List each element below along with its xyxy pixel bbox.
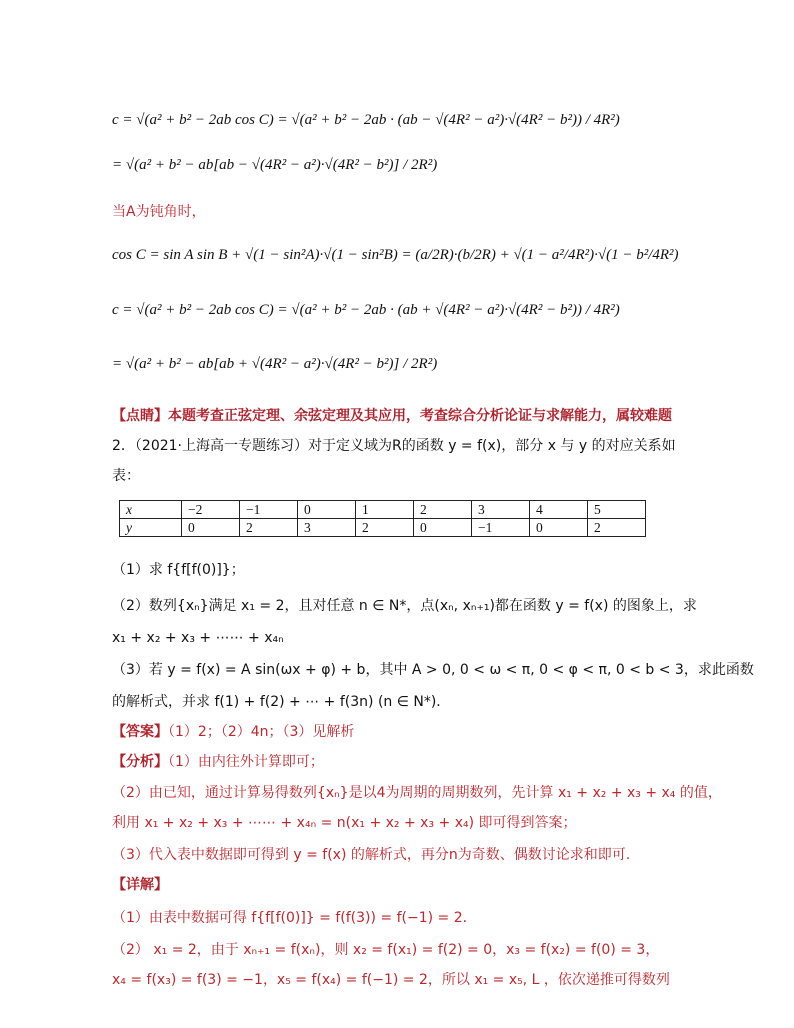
row-label-y: y: [120, 519, 182, 537]
analysis-p2-line-1: （2）由已知，通过计算易得数列{xₙ}是以4为周期的周期数列，先计算 x₁ + x₂ + x₃ + x₄ 的值，: [112, 785, 722, 801]
formula-c-obtuse-1: c = √(a² + b² − 2ab cos C) = √(a² + b² − 2ab · (ab + √(4R² − a²)·√(4R² − b²)) / 4R²): [112, 302, 620, 318]
analysis-p1: （1）由内往外计算即可；: [168, 754, 324, 770]
table-cell: 2: [356, 519, 414, 537]
comment-line: [112, 406, 672, 426]
question-1: （1）求 f{f[f(0)]}；: [112, 562, 245, 578]
analysis-p3: （3）代入表中数据即可得到 y = f(x) 的解析式，再分n为奇数、偶数讨论求和即可.: [112, 847, 631, 863]
problem-number: 2．: [112, 438, 135, 454]
formula-c-acute-2: = √(a² + b² − ab[ab − √(4R² − a²)·√(4R² − b²)] / 2R²): [112, 157, 438, 173]
detail-d2-line-2: x₄ = f(x₃) = f(3) = −1，x₅ = f(x₄) = f(−1) = 2，所以 x₁ = x₅, L ，依次递推可得数列: [112, 972, 670, 988]
table-cell: 2: [240, 519, 298, 537]
answer-text: （1）2；（2）4n；（3）见解析: [168, 724, 355, 740]
table-cell: 0: [530, 519, 588, 537]
question-2-line-2: x₁ + x₂ + x₃ + ⋯⋯ + x₄ₙ: [112, 630, 284, 646]
answer-line: [112, 722, 354, 742]
table-cell: 2: [414, 501, 472, 519]
table-cell: −1: [240, 501, 298, 519]
question-2-line-1: （2）数列{xₙ}满足 x₁ = 2，且对任意 n ∈ N*，点(xₙ, xₙ₊₁)都在函数 y = f(x) 的图象上，求: [112, 598, 697, 614]
table-cell: 5: [588, 501, 646, 519]
question-3-line-1: （3）若 y = f(x) = A sin(ωx + φ) + b，其中 A > 0, 0 < ω < π, 0 < φ < π, 0 < b < 3，求此函数: [112, 662, 754, 678]
formula-c-obtuse-2: = √(a² + b² − ab[ab + √(4R² − a²)·√(4R² − b²)] / 2R²): [112, 356, 438, 372]
xy-table: [119, 500, 646, 537]
table-cell: 3: [472, 501, 530, 519]
detail-d2-line-1: （2） x₁ = 2，由于 xₙ₊₁ = f(xₙ)，则 x₂ = f(x₁) = f(2) = 0，x₃ = f(x₂) = f(0) = 3，: [112, 942, 660, 958]
answer-label: 【答案】: [112, 724, 168, 740]
analysis-label: 【分析】: [112, 754, 168, 770]
problem-stem-1: 对于定义域为R的函数 y = f(x)，部分 x 与 y 的对应关系如: [308, 438, 676, 454]
formula-cos-obtuse: cos C = sin A sin B + √(1 − sin²A)·√(1 − sin²B) = (a/2R)·(b/2R) + √(1 − a²/4R²)·√(1 − b²/4R²): [112, 247, 679, 263]
table-row-x: [120, 501, 646, 519]
formula-c-acute-1: c = √(a² + b² − 2ab cos C) = √(a² + b² − 2ab · (ab − √(4R² − a²)·√(4R² − b²)) / 4R²): [112, 112, 620, 128]
table-cell: 0: [182, 519, 240, 537]
problem-stem-2: 表：: [112, 468, 140, 484]
table-cell: 1: [356, 501, 414, 519]
table-cell: −2: [182, 501, 240, 519]
problem-source: （2021·上海高一专题练习）: [134, 438, 309, 454]
table-cell: 0: [414, 519, 472, 537]
table-row-y: [120, 519, 646, 537]
table-cell: −1: [472, 519, 530, 537]
row-label-x: x: [120, 501, 182, 519]
table-cell: 2: [588, 519, 646, 537]
table-cell: 3: [298, 519, 356, 537]
problem-2-stem: [112, 436, 676, 456]
question-3-line-2: 的解析式，并求 f(1) + f(2) + ⋯ + f(3n) (n ∈ N*)．: [112, 694, 451, 710]
detail-heading: [112, 875, 168, 895]
table-cell: 0: [298, 501, 356, 519]
analysis-p2-line-2: 利用 x₁ + x₂ + x₃ + ⋯⋯ + x₄ₙ = n(x₁ + x₂ + x₃ + x₄) 即可得到答案；: [112, 815, 577, 831]
detail-d1: （1）由表中数据可得 f{f[f(0)]} = f(f(3)) = f(−1) = 2．: [112, 910, 477, 926]
obtuse-case-heading: 当A为钝角时，: [112, 204, 206, 220]
comment-text: 本题考查正弦定理、余弦定理及其应用，考查综合分析论证与求解能力，属较难题: [168, 408, 672, 424]
analysis-line-1: [112, 752, 324, 772]
detail-label: 【详解】: [112, 877, 168, 893]
table-cell: 4: [530, 501, 588, 519]
comment-label: 【点睛】: [112, 408, 168, 424]
